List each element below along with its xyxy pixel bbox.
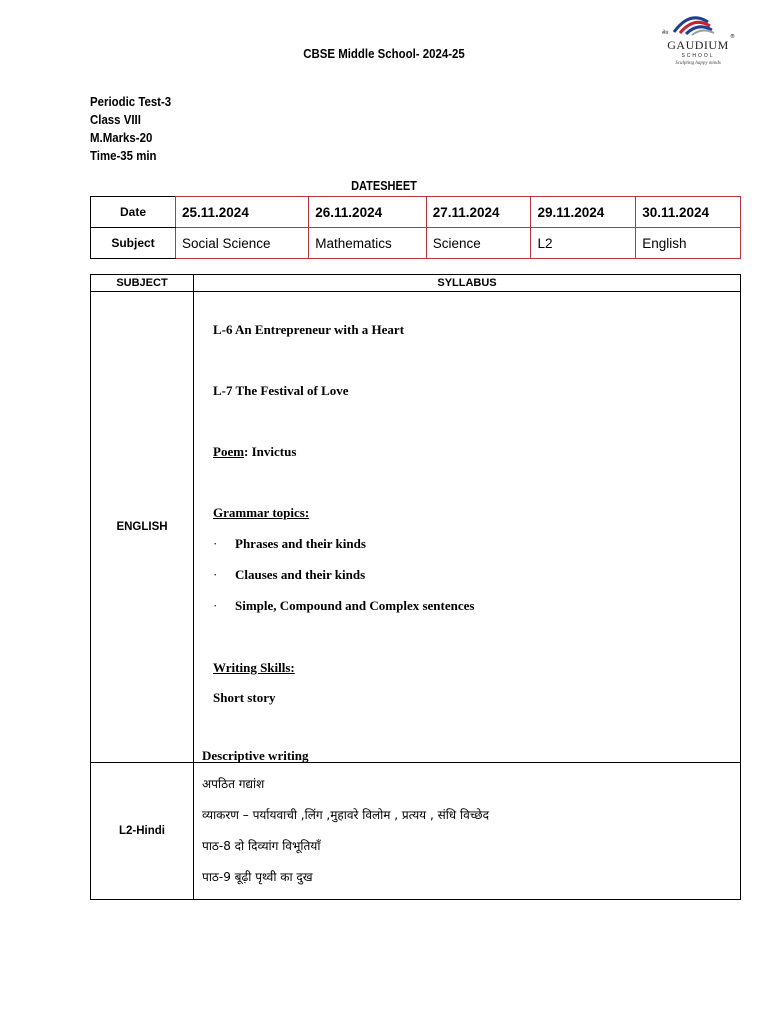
subject-row-label: Subject <box>91 228 176 259</box>
writing-skills-heading: Writing Skills: <box>213 660 295 675</box>
logo-hindi-prefix: सेठ <box>662 30 669 36</box>
subject-cell: L2 <box>531 228 636 259</box>
date-cell: 30.11.2024 <box>636 197 741 228</box>
hindi-row <box>91 763 741 900</box>
bullet-icon: · <box>213 567 218 582</box>
datesheet-title: DATESHEET <box>351 179 417 193</box>
logo-tagline: Sculpting happy minds <box>675 61 721 66</box>
logo-name: GAUDIUM <box>667 38 729 52</box>
date-row-label: Date <box>91 197 176 228</box>
hindi-syllabus-line: पाठ-9 बूढ़ी पृथ्वी का दुख <box>202 870 313 884</box>
english-subject-label: ENGLISH <box>91 292 194 763</box>
exam-class: Class VIII <box>90 112 141 127</box>
exam-max-marks: M.Marks-20 <box>90 130 153 145</box>
datesheet-date-row <box>91 197 741 228</box>
syllabus-column-header: SYLLABUS <box>194 275 741 292</box>
hindi-syllabus-line: व्याकरण – पर्यायवाची ,लिंग ,मुहावरे विलोम , प्रत्यय , संधि विच्छेद <box>202 808 489 822</box>
school-logo <box>660 12 736 72</box>
english-row <box>91 292 741 763</box>
page-title: CBSE Middle School- 2024-25 <box>303 46 465 61</box>
english-syllabus-cell <box>194 292 741 763</box>
logo-registered-mark: ® <box>730 34 735 40</box>
english-lesson-6: L-6 An Entrepreneur with a Heart <box>213 322 405 337</box>
subject-cell: English <box>636 228 741 259</box>
date-cell: 26.11.2024 <box>309 197 426 228</box>
logo-arcs-icon <box>660 12 736 36</box>
hindi-subject-label: L2-Hindi <box>91 763 194 900</box>
datesheet-subject-row <box>91 228 741 259</box>
writing-item: Short story <box>213 690 276 705</box>
subject-cell: Mathematics <box>309 228 426 259</box>
english-poem <box>213 444 296 460</box>
poem-label: Poem <box>213 444 245 459</box>
exam-time: Time-35 min <box>90 148 157 163</box>
date-cell: 25.11.2024 <box>176 197 309 228</box>
date-cell: 29.11.2024 <box>531 197 636 228</box>
hindi-syllabus-line: पाठ-8 दो दिव्यांग विभूतियाँ <box>202 839 321 853</box>
grammar-topic-text: Simple, Compound and Complex sentences <box>235 598 475 613</box>
grammar-topic-text: Phrases and their kinds <box>235 536 366 551</box>
writing-item: Descriptive writing <box>202 748 309 763</box>
subject-cell: Science <box>426 228 531 259</box>
exam-info <box>90 93 171 165</box>
subject-cell: Social Science <box>176 228 309 259</box>
hindi-syllabus-line: अपठित गद्यांश <box>202 777 265 791</box>
datesheet-table <box>90 196 741 259</box>
logo-school-word: SCHOOL <box>681 53 715 59</box>
poem-title: : Invictus <box>244 444 297 459</box>
bullet-icon: · <box>213 598 218 613</box>
date-cell: 27.11.2024 <box>426 197 531 228</box>
english-lesson-7: L-7 The Festival of Love <box>213 383 349 398</box>
bullet-icon: · <box>213 536 218 551</box>
grammar-topic-item <box>213 536 366 552</box>
grammar-topic-item <box>213 567 365 583</box>
exam-test-name: Periodic Test-3 <box>90 94 172 109</box>
syllabus-table <box>90 274 741 900</box>
hindi-syllabus-cell <box>194 763 741 900</box>
grammar-topic-text: Clauses and their kinds <box>235 567 366 582</box>
syllabus-header-row <box>91 275 741 292</box>
grammar-topic-item <box>213 598 474 614</box>
subject-column-header: SUBJECT <box>91 275 194 292</box>
grammar-heading: Grammar topics: <box>213 505 310 520</box>
